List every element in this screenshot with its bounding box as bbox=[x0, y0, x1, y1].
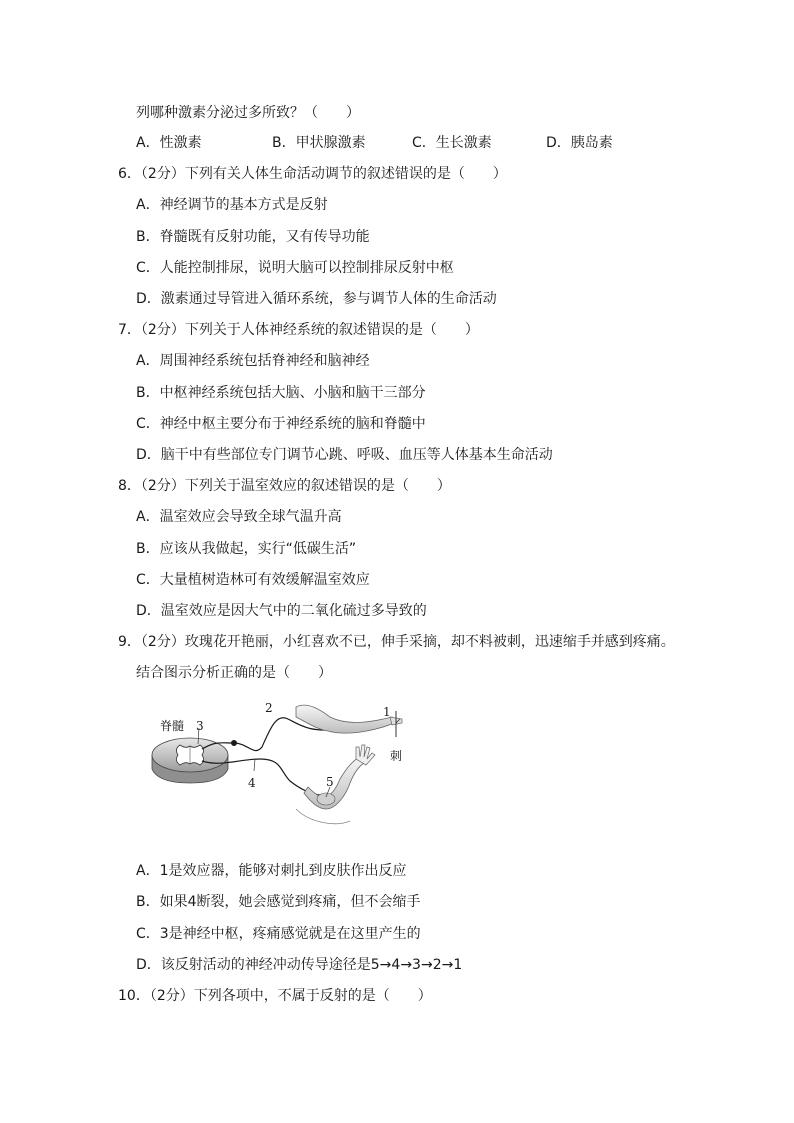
q8-option-b: B．应该从我做起，实行“低碳生活” bbox=[136, 541, 357, 557]
q6-stem: 6．（2分）下列有关人体生命活动调节的叙述错误的是（ ） bbox=[118, 166, 507, 182]
q8-option-c: C．大量植树造林可有效缓解温室效应 bbox=[136, 572, 370, 588]
q10-stem: 10．（2分）下列各项中，不属于反射的是（ ） bbox=[118, 988, 432, 1004]
q9-option-a: A．1是效应器，能够对刺扎到皮肤作出反应 bbox=[136, 863, 407, 879]
q6-option-c: C．人能控制排尿，说明大脑可以控制排尿反射中枢 bbox=[136, 260, 454, 276]
label-spinal-cord: 脊髓 bbox=[160, 719, 185, 733]
q5-option-b: B．甲状腺激素 bbox=[272, 135, 366, 151]
q8-option-a: A．温室效应会导致全球气温升高 bbox=[136, 509, 342, 525]
q5-options bbox=[136, 133, 656, 153]
q9-option-b: B．如果4断裂，她会感觉到疼痛，但不会缩手 bbox=[136, 894, 421, 910]
q6-option-a: A．神经调节的基本方式是反射 bbox=[136, 197, 328, 213]
q6-option-d: D．激素通过导管进入循环系统，参与调节人体的生命活动 bbox=[136, 291, 497, 307]
label-2: 2 bbox=[265, 701, 273, 715]
label-4: 4 bbox=[248, 776, 256, 790]
label-1: 1 bbox=[383, 705, 391, 719]
label-3: 3 bbox=[196, 719, 204, 733]
q7-option-b: B．中枢神经系统包括大脑、小脑和脑干三部分 bbox=[136, 385, 426, 401]
q6-option-b: B．脊髓既有反射功能，又有传导功能 bbox=[136, 229, 370, 245]
q9-stem: 9．（2分）玫瑰花开艳丽，小红喜欢不已，伸手采摘，却不料被刺，迅速缩手并感到疼痛。 bbox=[118, 634, 675, 650]
spinal-cord-section bbox=[152, 738, 228, 783]
q5-option-c: C．生长激素 bbox=[412, 135, 492, 151]
q5-stem-continuation: 列哪种激素分泌过多所致？（ ） bbox=[136, 105, 360, 121]
q7-option-a: A．周围神经系统包括脊神经和脑神经 bbox=[136, 353, 370, 369]
q7-option-d: D．脑干中有些部位专门调节心跳、呼吸、血压等人体基本生命活动 bbox=[136, 447, 553, 463]
q8-option-d: D．温室效应是因大气中的二氧化硫过多导致的 bbox=[136, 603, 427, 619]
withdrawing-arm bbox=[296, 745, 375, 824]
reflex-arc-figure bbox=[150, 697, 440, 842]
label-5: 5 bbox=[326, 775, 334, 789]
q5-option-a: A．性激素 bbox=[136, 135, 202, 151]
q5-option-d: D．胰岛素 bbox=[546, 135, 613, 151]
q7-option-c: C．神经中枢主要分布于神经系统的脑和脊髓中 bbox=[136, 416, 426, 432]
q9-option-c: C．3是神经中枢，疼痛感觉就是在这里产生的 bbox=[136, 926, 421, 942]
q9-stem-continuation: 结合图示分析正确的是（ ） bbox=[136, 665, 332, 681]
q9-option-d: D．该反射活动的神经冲动传导途径是5→4→3→2→1 bbox=[136, 957, 463, 973]
label-thorn: 刺 bbox=[390, 749, 403, 763]
q7-stem: 7．（2分）下列关于人体神经系统的叙述错误的是（ ） bbox=[118, 322, 479, 338]
q8-stem: 8．（2分）下列关于温室效应的叙述错误的是（ ） bbox=[118, 478, 451, 494]
reflex-arc-illustration bbox=[150, 697, 440, 842]
